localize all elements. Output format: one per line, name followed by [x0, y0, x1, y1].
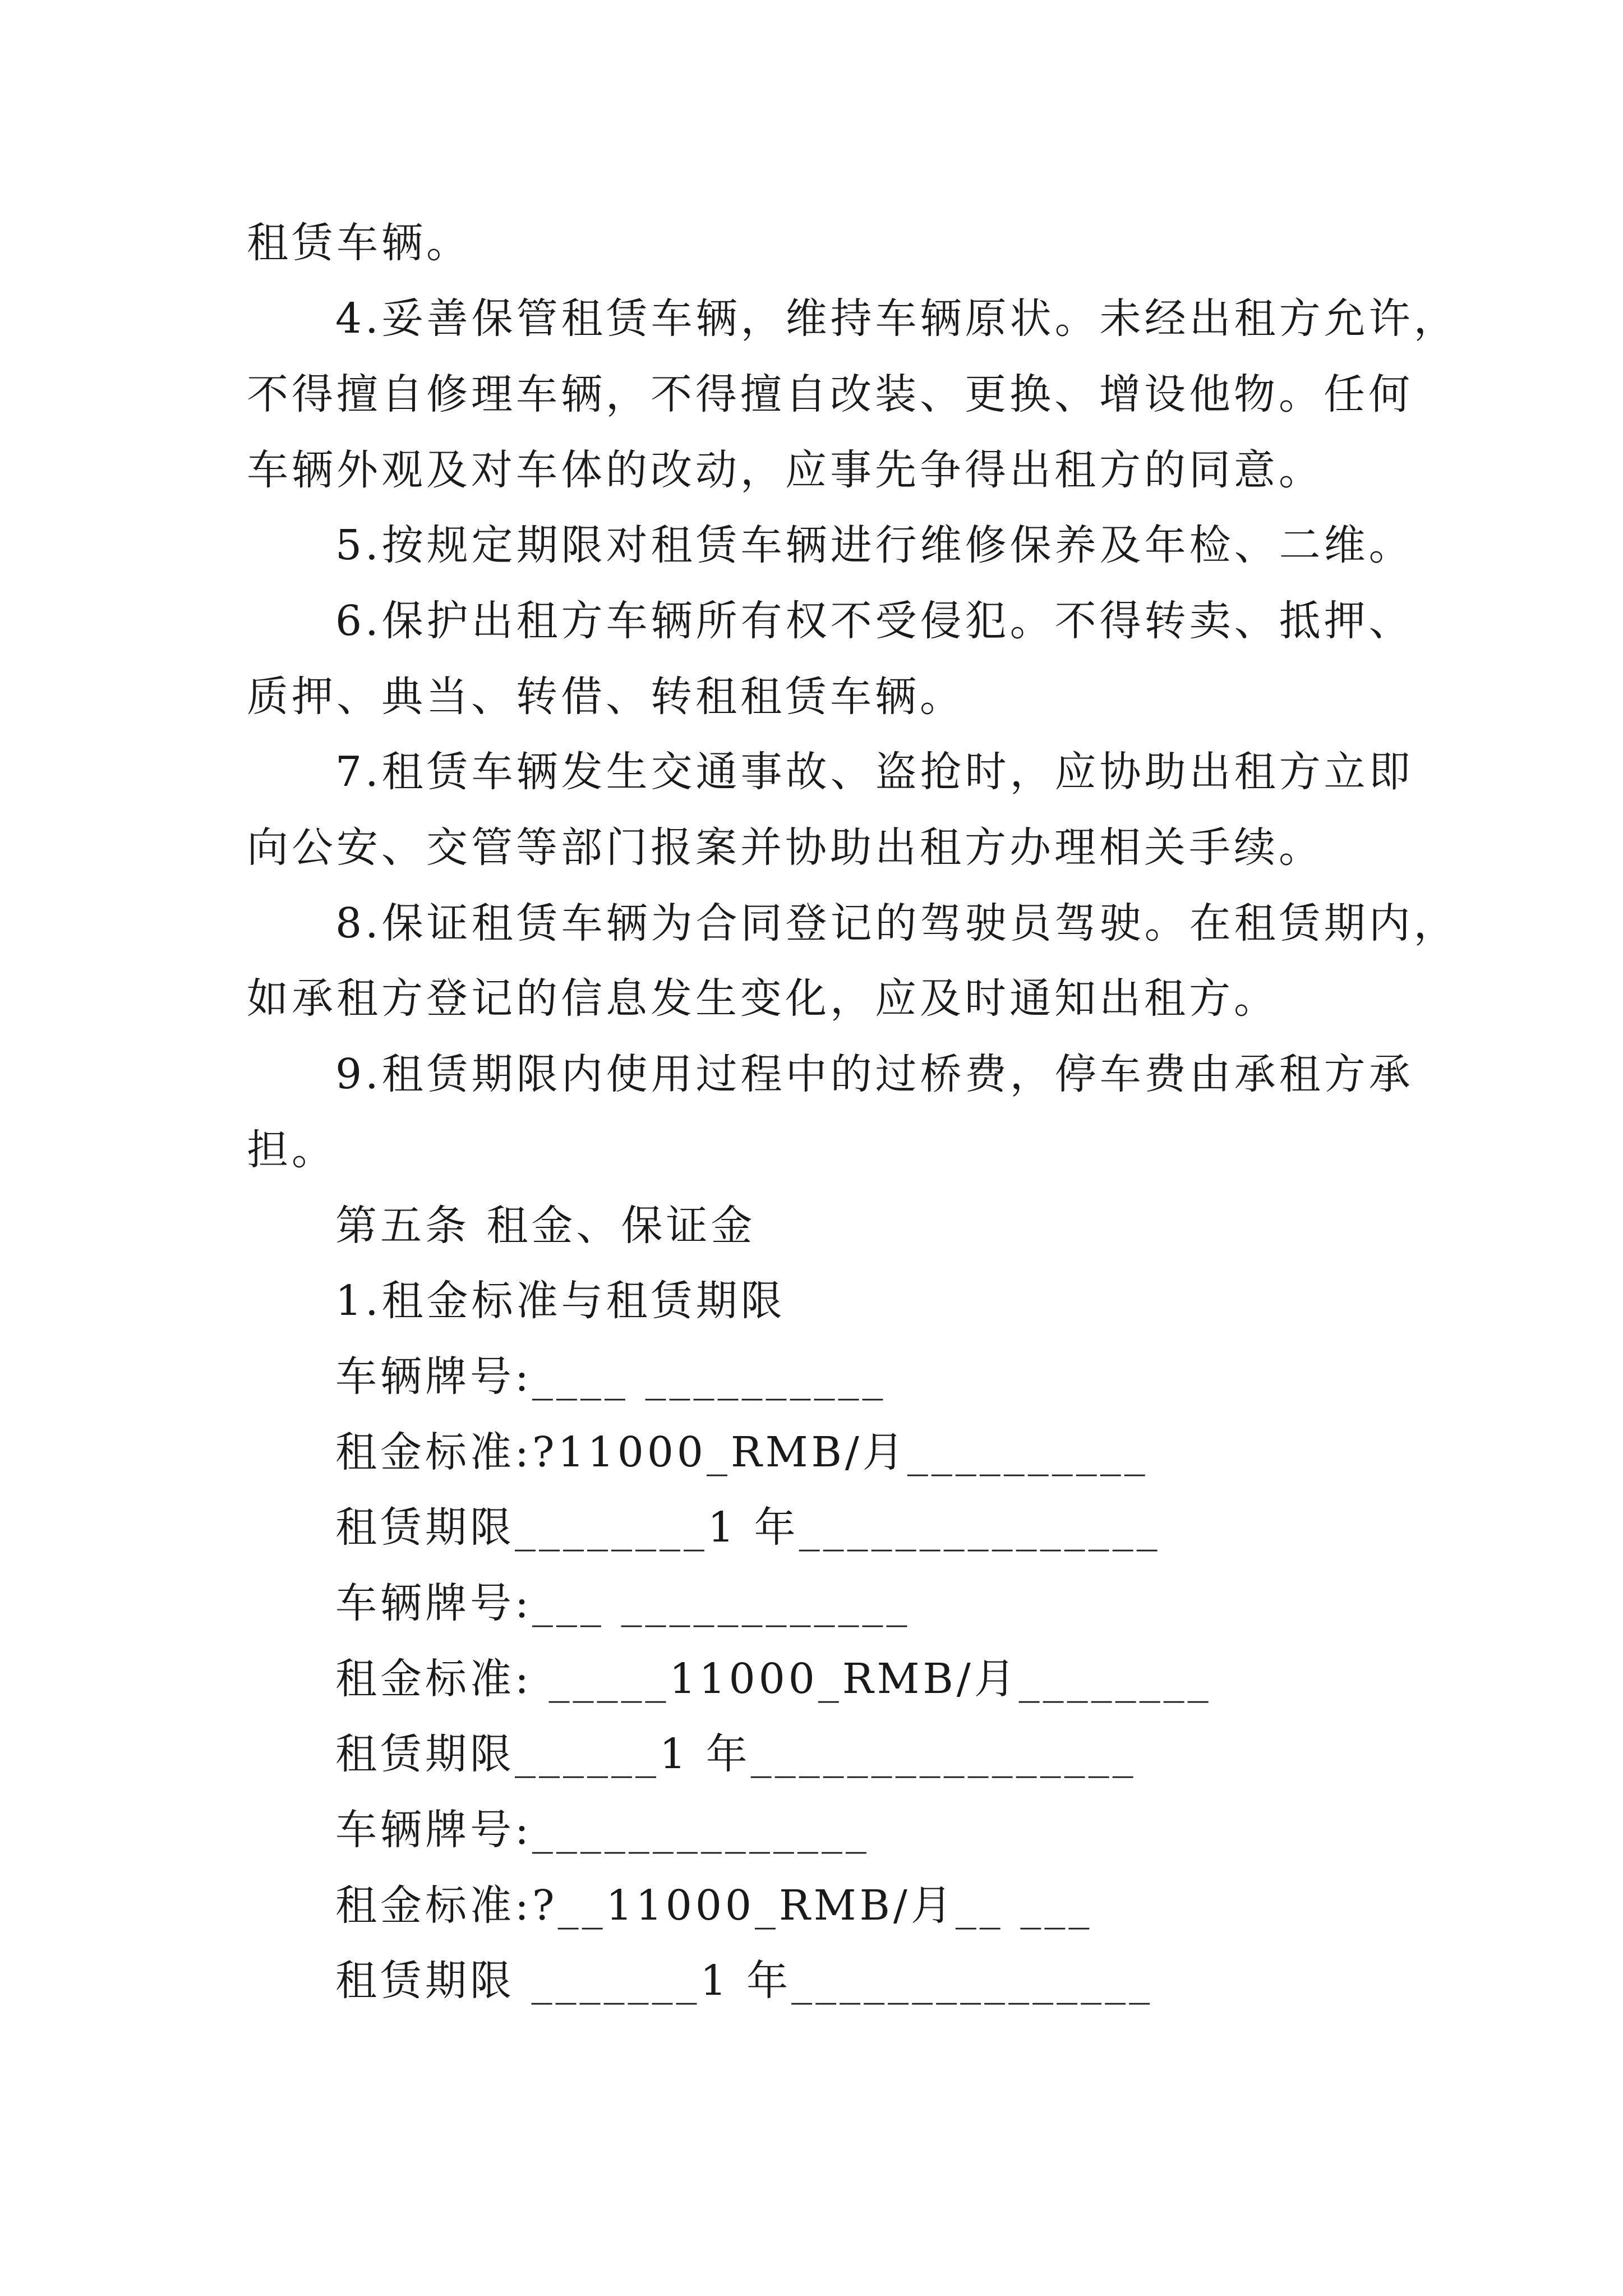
- paragraph-line: 5.按规定期限对租赁车辆进行维修保养及年检、二维。: [335, 521, 1414, 569]
- form-line: 租金标准: _____11000_RMB/月________: [335, 1655, 1212, 1703]
- paragraph-line: 租赁车辆。: [247, 219, 471, 267]
- paragraph-line: 车辆外观及对车体的改动，应事先争得出租方的同意。: [247, 446, 1324, 494]
- paragraph-line: 如承租方登记的信息发生变化，应及时通知出租方。: [247, 974, 1279, 1023]
- paragraph-line: 担。: [247, 1126, 336, 1174]
- form-line: 租赁期限______1 年________________: [335, 1730, 1137, 1778]
- paragraph-line: 8.保证租赁车辆为合同登记的驾驶员驾驶。在租赁期内，: [335, 899, 1459, 947]
- form-line: 车辆牌号:____ __________: [335, 1352, 887, 1401]
- form-line: 租赁期限________1 年_______________: [335, 1503, 1161, 1552]
- paragraph-line: 质押、典当、转借、转租租赁车辆。: [247, 673, 965, 721]
- paragraph-line: 不得擅自修理车辆，不得擅自改装、更换、增设他物。任何: [247, 370, 1413, 418]
- form-line: 租金标准:?11000_RMB/月__________: [335, 1428, 1149, 1476]
- form-line: 车辆牌号:___ ____________: [335, 1579, 911, 1627]
- form-line: 租赁期限 _______1 年_______________: [335, 1957, 1154, 2005]
- section-heading: 第五条 租金、保证金: [335, 1202, 756, 1250]
- paragraph-line: 1.租金标准与租赁期限: [335, 1277, 786, 1325]
- paragraph-line: 9.租赁期限内使用过程中的过桥费，停车费由承租方承: [335, 1050, 1414, 1098]
- form-line: 租金标准:?__11000_RMB/月__ ___: [335, 1881, 1093, 1930]
- paragraph-line: 7.租赁车辆发生交通事故、盗抢时，应协助出租方立即: [335, 748, 1414, 796]
- form-line: 车辆牌号:______________: [335, 1806, 870, 1854]
- paragraph-line: 6.保护出租方车辆所有权不受侵犯。不得转卖、抵押、: [335, 597, 1414, 645]
- paragraph-line: 向公安、交管等部门报案并协助出租方办理相关手续。: [247, 823, 1324, 872]
- paragraph-line: 4.妥善保管租赁车辆，维持车辆原状。未经出租方允许，: [335, 295, 1459, 343]
